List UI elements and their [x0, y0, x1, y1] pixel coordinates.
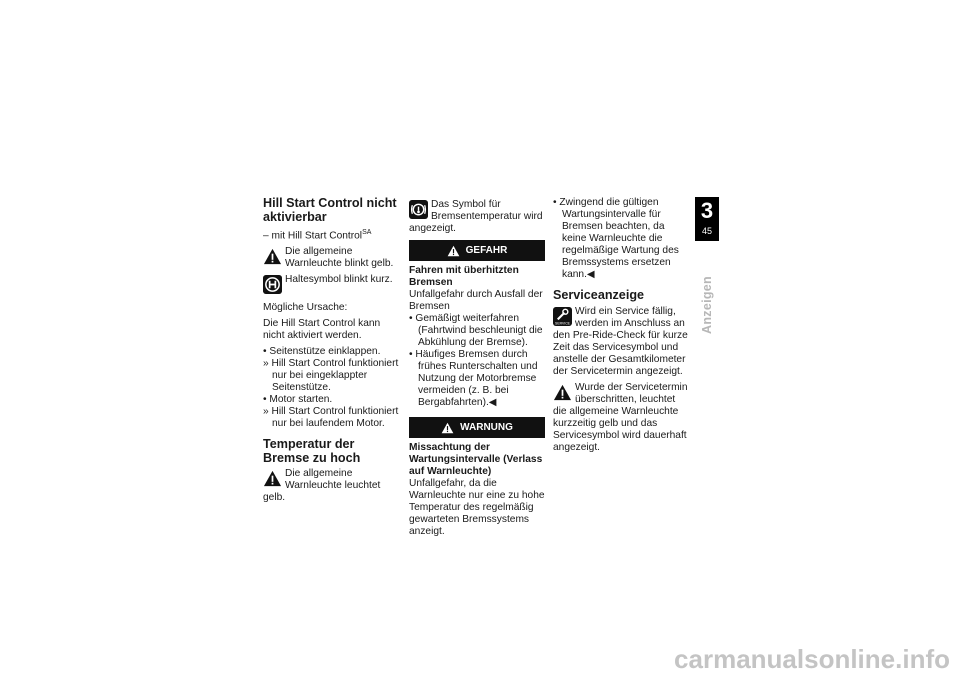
chapter-tab — [695, 197, 719, 241]
list-item: • Häufiges Bremsen durch frühes Runterschalten und Nutzung der Motorbremse vermeiden (z. B. bei Bergabfahrten).◀ — [409, 349, 538, 408]
service-wrench-icon — [553, 307, 572, 326]
section-side-label: Anzeigen — [700, 276, 714, 334]
warning-triangle-icon — [263, 469, 282, 488]
list-item: • Gemäßigt weiterfahren (Fahrtwind beschleunigt die Abkühlung der Bremse). — [409, 313, 543, 348]
brake-temp-text: Das Symbol für Bremsentemperatur wird angezeigt. — [409, 199, 543, 234]
service-text: Wird ein Service fällig, werden im Anschluss an den Pre-Ride-Check für kurze Zeit das Servicesymbol und anstelle der Gesamtkilometer der Servicetermin angezeigt. — [553, 305, 688, 377]
warning-light-text-2: Die allgemeine Warnleuchte leuchtet gelb. — [263, 468, 381, 504]
service-block — [553, 306, 690, 378]
hill-hold-icon — [263, 275, 282, 294]
cause-label: Mögliche Ursache: — [263, 302, 348, 314]
chapter-number: 3 — [700, 198, 714, 223]
warning-text: Unfallgefahr, da die Warnleuchte nur eine zu hohe Temperatur des regelmäßig gewarteten Bremssystems anzeigt. — [409, 478, 545, 537]
list-item: • Motor starten. — [263, 394, 333, 406]
service-icon-label: SERVICE — [555, 320, 570, 325]
column-1 — [263, 197, 403, 508]
warning-light-block — [263, 246, 403, 270]
heading-service: Serviceanzeige — [553, 288, 645, 302]
cause-text: Die Hill Start Control kann nicht aktiviert werden. — [263, 318, 381, 342]
column-3 — [553, 197, 690, 458]
warning-label: WARNUNG — [460, 422, 513, 433]
warning-triangle-icon — [441, 422, 454, 434]
overdue-text: Wurde der Servicetermin überschritten, leuchtet die allgemeine Warnleuchte kurzzeitig gelb und das Servicesymbol wird dauerhaft angezeigt. — [553, 381, 688, 453]
list-item: » Hill Start Control funktioniert nur bei laufendem Motor. — [263, 406, 399, 430]
warning-title: Missachtung der Wartungsintervalle (Verlass auf Warnleuchte) — [409, 442, 543, 477]
brake-temp-block — [409, 199, 545, 235]
danger-banner — [409, 240, 545, 261]
page-number: 45 — [701, 226, 712, 236]
danger-title: Fahren mit überhitzten Bremsen — [409, 265, 519, 288]
column-2 — [409, 197, 545, 542]
watermark: carmanualsonline.info — [674, 644, 950, 674]
sa-line-text: – mit Hill Start Control — [263, 230, 363, 242]
sa-line — [263, 227, 403, 242]
warning-triangle-icon — [263, 247, 282, 266]
list-item: • Seitenstütze einklappen. — [263, 346, 381, 358]
danger-text: Unfallgefahr durch Ausfall der Bremsen — [409, 289, 543, 312]
hill-start-list — [263, 346, 403, 430]
warning-light-text: Die allgemeine Warnleuchte blinkt gelb. — [285, 246, 394, 270]
heading-brake-temp: Temperatur der Bremse zu hoch — [263, 437, 361, 465]
maintenance-list — [553, 197, 690, 281]
sa-superscript: SA — [362, 229, 372, 236]
danger-label: GEFAHR — [465, 245, 508, 256]
heading-hill-start: Hill Start Control nicht aktivierbar — [263, 196, 397, 224]
danger-triangle-icon — [447, 245, 460, 257]
hold-symbol-block — [263, 274, 403, 298]
warning-triangle-icon — [553, 383, 572, 402]
list-item: • Zwingend die gültigen Wartungsintervalle für Bremsen beachten, da keine Warnleuchte die regelmäßige Wartung des Bremssystems ersetzen kann.◀ — [553, 197, 679, 280]
list-item: » Hill Start Control funktioniert nur bei eingeklappter Seitenstütze. — [263, 358, 399, 394]
hold-symbol-text: Haltesymbol blinkt kurz. — [285, 274, 393, 286]
danger-list — [409, 313, 545, 409]
warning-banner — [409, 417, 545, 438]
brake-temperature-icon — [409, 200, 428, 219]
warning-light-block-2 — [263, 468, 403, 504]
overdue-block — [553, 382, 690, 454]
